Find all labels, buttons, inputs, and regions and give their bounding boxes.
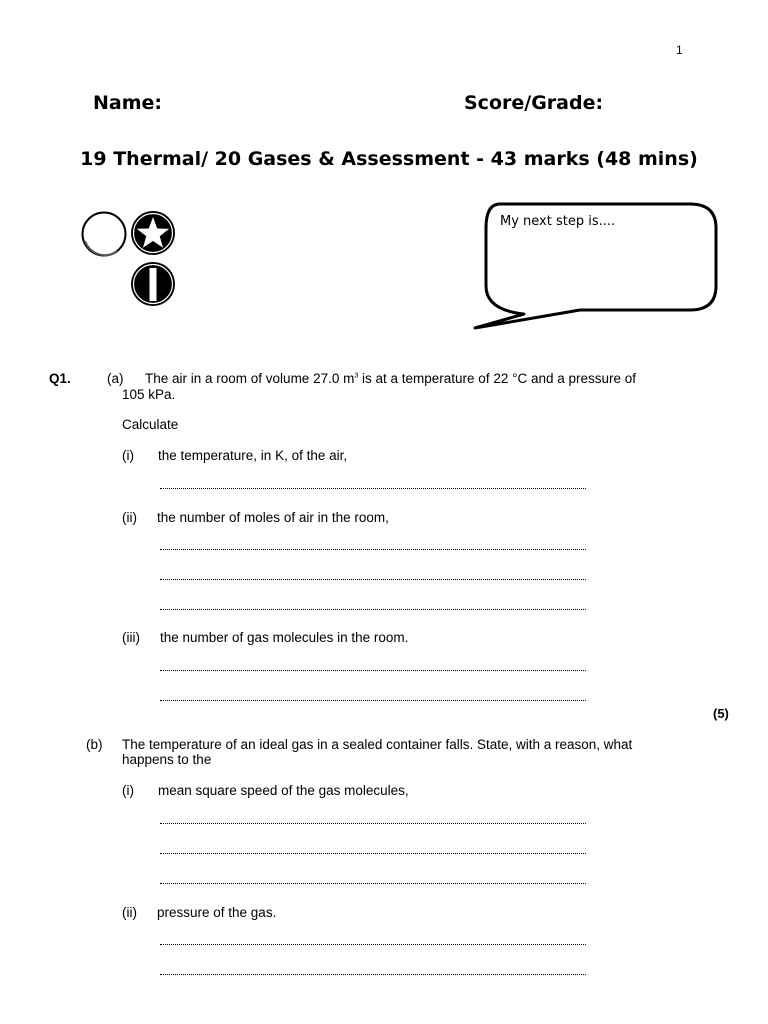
part-a-text-line2: 105 kPa. [122,387,176,402]
subpart-a-ii-text: the number of moles of air in the room, [157,510,389,525]
subpart-a-i-text: the temperature, in K, of the air, [158,448,348,463]
answer-line[interactable] [160,700,586,701]
subpart-a-iii-text: the number of gas molecules in the room. [160,630,409,645]
answer-line[interactable] [160,670,586,671]
answer-line[interactable] [160,579,586,580]
answer-line[interactable] [160,609,586,610]
part-a-label: (a) [107,371,124,386]
part-a-text-line1: The air in a room of volume 27.0 $m^3$ is at a temperature of 22 °C and a pressure of [145,371,637,386]
answer-line[interactable] [160,488,586,489]
answer-line[interactable] [160,853,586,854]
assessment-icons [78,208,182,310]
exclamation-icon [131,262,175,306]
subpart-b-ii-text: pressure of the gas. [157,905,277,920]
answer-line[interactable] [160,883,586,884]
page-number: 1 [676,43,683,57]
next-step-label: My next step is.... [500,214,616,229]
page-title: 19 Thermal/ 20 Gases & Assessment - 43 marks (48 mins) [80,148,698,170]
subpart-b-i-text: mean square speed of the gas molecules, [158,783,409,798]
subpart-a-ii-label: (ii) [122,510,137,525]
part-b-text-line2: happens to the [122,752,212,767]
name-label: Name: [93,92,163,114]
subpart-b-ii-label: (ii) [122,905,137,920]
star-icon [131,211,175,255]
answer-line[interactable] [160,974,586,975]
question-number: Q1. [49,371,71,386]
empty-circle-icon [83,213,126,256]
part-b-text-line1: The temperature of an ideal gas in a sealed container falls. State, with a reason, what [122,737,633,752]
answer-line[interactable] [160,944,586,945]
marks-total: (5) [713,706,729,721]
subpart-b-i-label: (i) [122,783,134,798]
part-b-label: (b) [86,737,103,752]
calculate-instruction: Calculate [122,417,179,432]
score-grade-label: Score/Grade: [464,92,604,114]
answer-line[interactable] [160,549,586,550]
answer-line[interactable] [160,823,586,824]
subpart-a-i-label: (i) [122,448,134,463]
subpart-a-iii-label: (iii) [122,630,140,645]
